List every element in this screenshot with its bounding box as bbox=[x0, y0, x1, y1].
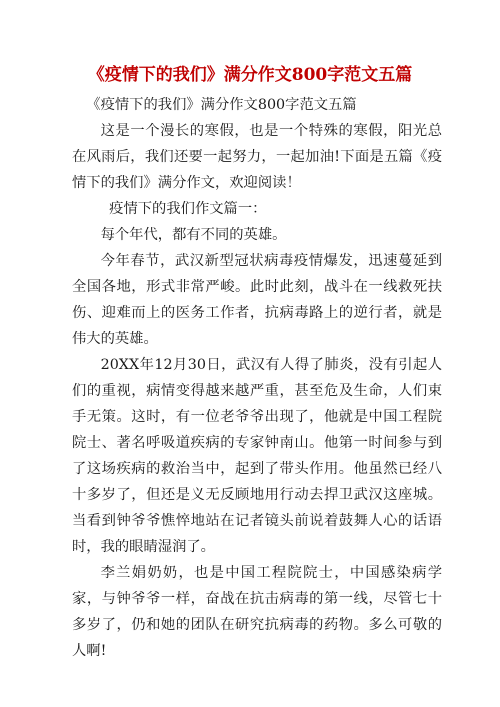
paragraph-li-lanjuan: 李兰娟奶奶，也是中国工程院院士，中国感染病学家，与钟爷爷一样，奋战在抗击病毒的第一线，尽管七十多岁了，仍和她的团队在研究抗病毒的药物。多么可敬的人啊! bbox=[72, 565, 442, 659]
document-subtitle: 《疫情下的我们》满分作文800字范文五篇 bbox=[86, 97, 357, 113]
paragraph-heroes: 每个年代，都有不同的英雄。 bbox=[100, 227, 287, 243]
document-title: 《疫情下的我们》满分作文800字范文五篇 bbox=[87, 65, 413, 85]
paragraph-zhong-nanshan: 20XX年12月30日，武汉有人得了肺炎，没有引起人们的重视，病情变得越来越严重，甚至危及生命，人们束手无策。这时，有一位老爷爷出现了，他就是中国工程院院士、著名呼吸道疾病的专家钟南山。他第一时间参与到了这场疾病的救治当中，起到了带头作用。他虽然已经八十多岁了，但还是义无反顾地用行动去捍卫武汉这座城。当看到钟爷爷憔悴地站在记者镜头前说着鼓舞人心的话语时，我的眼睛湿润了。 bbox=[72, 357, 442, 555]
essay-heading: 疫情下的我们作文篇一： bbox=[109, 201, 267, 217]
document-body bbox=[72, 92, 442, 664]
intro-paragraph: 这是一个漫长的寒假，也是一个特殊的寒假，阳光总在风雨后，我们还要一起努力，一起加油!下面是五篇《疫情下的我们》满分作文，欢迎阅读！ bbox=[72, 123, 442, 191]
paragraph-spring-festival: 今年春节，武汉新型冠状病毒疫情爆发，迅速蔓延到全国各地，形式非常严峻。此时此刻，战斗在一线救死扶伤、迎难而上的医务工作者，抗病毒路上的逆行者，就是伟大的英雄。 bbox=[72, 253, 442, 347]
